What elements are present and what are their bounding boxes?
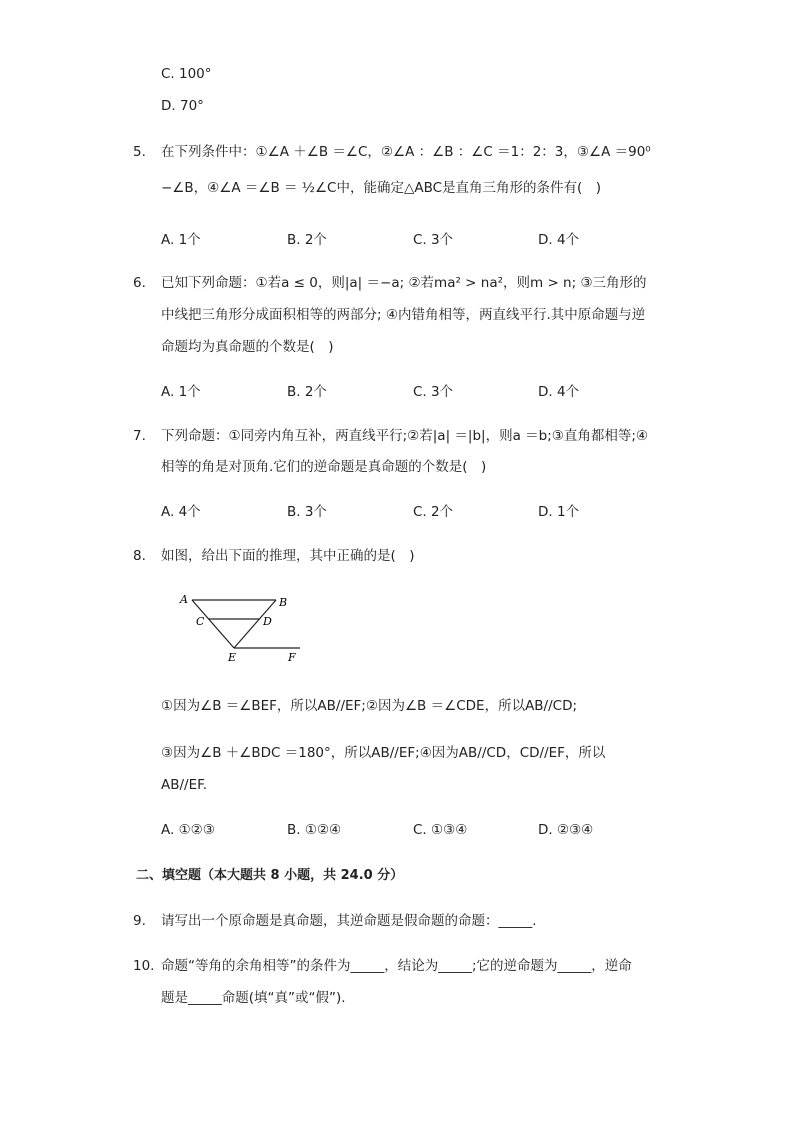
question-6-option-a[interactable]: A. 1个: [161, 384, 201, 400]
question-8-statement-3: AB//EF.: [161, 777, 208, 793]
question-5-option-a[interactable]: A. 1个: [161, 232, 201, 248]
label-d: D: [263, 615, 272, 628]
question-number-9: 9.: [133, 913, 146, 929]
question-number-6: 6.: [133, 275, 146, 291]
question-8-statement-1: ①因为∠B ＝∠BEF，所以AB//EF;②因为∠B ＝∠CDE，所以AB//CD;: [161, 698, 578, 714]
label-b: B: [279, 596, 288, 609]
label-e: E: [228, 651, 237, 664]
question-7-line-2: 相等的角是对顶角.它们的逆命题是真命题的个数是( ): [161, 459, 487, 475]
question-number-10: 10.: [133, 958, 155, 974]
question-7-option-c[interactable]: C. 2个: [413, 504, 454, 520]
question-6-line-1: 已知下列命题：①若a ≤ 0，则|a| ＝−a; ②若ma² > na²，则m > n; ③三角形的: [161, 275, 647, 291]
question-8-line-1: 如图，给出下面的推理，其中正确的是( ): [161, 548, 415, 564]
question-8-option-b[interactable]: B. ①②④: [287, 822, 342, 838]
question-7-option-a[interactable]: A. 4个: [161, 504, 201, 520]
option-c-top: C. 100°: [161, 66, 212, 82]
question-5-line-1: 在下列条件中：①∠A ＋∠B ＝∠C，②∠A ：∠B ：∠C ＝1：2：3，③∠A ＝90⁰: [161, 144, 651, 160]
label-a: A: [180, 593, 188, 606]
question-6-option-c[interactable]: C. 3个: [413, 384, 454, 400]
question-5-line-2: −∠B，④∠A ＝∠B ＝ ½∠C中，能确定△ABC是直角三角形的条件有( ): [161, 180, 602, 196]
question-number-7: 7.: [133, 428, 146, 444]
question-number-5: 5.: [133, 144, 146, 160]
question-6-line-3: 命题均为真命题的个数是( ): [161, 339, 334, 355]
section-heading-fill-in: 二、填空题（本大题共 8 小题，共 24.0 分）: [136, 868, 404, 883]
geometry-figure: [170, 588, 310, 668]
question-10-line-2: 题是_____命题(填“真”或“假”).: [161, 990, 346, 1006]
question-5-option-c[interactable]: C. 3个: [413, 232, 454, 248]
question-5-option-d[interactable]: D. 4个: [538, 232, 580, 248]
question-7-option-d[interactable]: D. 1个: [538, 504, 580, 520]
question-8-option-a[interactable]: A. ①②③: [161, 822, 215, 838]
question-8-option-c[interactable]: C. ①③④: [413, 822, 468, 838]
question-6-line-2: 中线把三角形分成面积相等的两部分; ④内错角相等，两直线平行.其中原命题与逆: [161, 307, 646, 323]
question-6-option-b[interactable]: B. 2个: [287, 384, 327, 400]
question-6-option-d[interactable]: D. 4个: [538, 384, 580, 400]
option-d-top: D. 70°: [161, 98, 204, 114]
label-c: C: [196, 615, 205, 628]
question-8-option-d[interactable]: D. ②③④: [538, 822, 594, 838]
question-7-option-b[interactable]: B. 3个: [287, 504, 327, 520]
question-8-statement-2: ③因为∠B ＋∠BDC ＝180°，所以AB//EF;④因为AB//CD，CD//EF，所以: [161, 745, 606, 761]
question-7-line-1: 下列命题：①同旁内角互补，两直线平行;②若|a| ＝|b|，则a ＝b;③直角都相等;④: [161, 428, 649, 444]
question-9-text: 请写出一个原命题是真命题，其逆命题是假命题的命题：_____.: [161, 913, 537, 929]
question-5-option-b[interactable]: B. 2个: [287, 232, 327, 248]
question-10-line-1: 命题“等角的余角相等”的条件为_____，结论为_____;它的逆命题为_____，逆命: [161, 958, 632, 974]
question-number-8: 8.: [133, 548, 146, 564]
label-f: F: [288, 651, 296, 664]
